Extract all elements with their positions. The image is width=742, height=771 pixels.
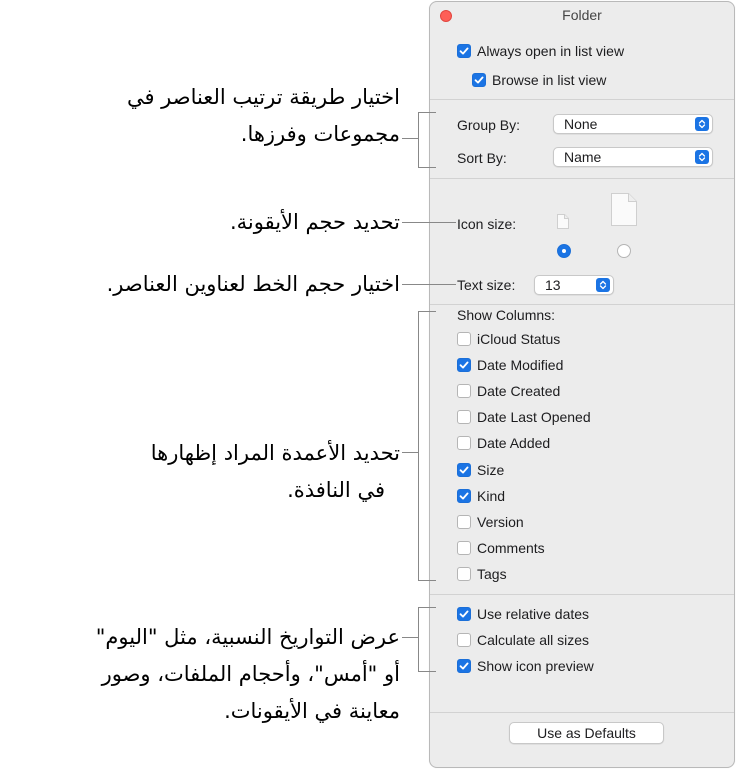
checkbox-label: Date Modified xyxy=(477,357,564,374)
updown-chevron-icon xyxy=(596,278,610,292)
divider xyxy=(430,594,734,595)
checkbox-checked-icon xyxy=(457,44,471,58)
checkbox-checked-icon xyxy=(457,489,471,503)
checkbox-label: Comments xyxy=(477,539,545,556)
leader-line xyxy=(402,284,456,285)
group-by-value: None xyxy=(564,116,598,132)
use-as-defaults-button[interactable]: Use as Defaults xyxy=(509,722,664,744)
checkbox-row[interactable] xyxy=(457,383,560,399)
checkbox-unchecked-icon xyxy=(457,541,471,555)
icon-size-label: Icon size: xyxy=(457,216,517,232)
callout-line: عرض التواريخ النسبية، مثل "اليوم" xyxy=(95,625,400,649)
checkbox-unchecked-icon xyxy=(457,567,471,581)
divider xyxy=(430,178,734,179)
callout-line: اختيار طريقة ترتيب العناصر في xyxy=(126,85,400,109)
callout-line: اختيار حجم الخط لعناوين العناصر. xyxy=(106,272,400,296)
updown-chevron-icon xyxy=(695,150,709,164)
sort-by-select[interactable] xyxy=(553,147,713,167)
window-title: Folder xyxy=(562,7,602,23)
leader-line xyxy=(418,311,419,580)
leader-line xyxy=(418,607,419,671)
callout-line: في النافذة. xyxy=(287,478,385,502)
leader-line xyxy=(418,112,436,113)
icon-size-small-radio[interactable] xyxy=(557,244,571,258)
callout-line: أو "أمس"، وأحجام الملفات، وصور xyxy=(101,662,400,686)
checkbox-label: Calculate all sizes xyxy=(477,632,590,648)
checkbox-label: Show icon preview xyxy=(477,658,594,674)
callout-group-sort xyxy=(127,79,400,153)
callout-text-size xyxy=(107,266,400,303)
checkbox-row[interactable] xyxy=(457,331,560,347)
checkbox-label: Tags xyxy=(477,565,507,582)
checkbox-checked-icon xyxy=(457,607,471,621)
small-document-icon xyxy=(557,214,569,229)
icon-size-large-radio[interactable] xyxy=(617,244,631,258)
always-open-list-checkbox[interactable] xyxy=(457,43,624,59)
callout-relative xyxy=(96,619,400,730)
checkbox-checked-icon xyxy=(457,358,471,372)
browse-list-checkbox[interactable] xyxy=(472,72,606,88)
leader-line xyxy=(402,138,418,139)
checkbox-unchecked-icon xyxy=(457,633,471,647)
always-open-list-label: Always open in list view xyxy=(477,43,625,59)
title-bar xyxy=(430,2,734,29)
leader-line xyxy=(402,637,418,638)
divider xyxy=(430,99,734,100)
leader-line xyxy=(418,671,436,672)
leader-line xyxy=(418,112,419,167)
checkbox-label: Use relative dates xyxy=(477,606,590,622)
checkbox-row[interactable] xyxy=(457,514,524,530)
divider xyxy=(430,304,734,305)
checkbox-label: Date Added xyxy=(477,435,551,452)
text-size-label: Text size: xyxy=(457,277,516,293)
checkbox-label: iCloud Status xyxy=(477,331,561,347)
checkbox-checked-icon xyxy=(457,659,471,673)
checkbox-unchecked-icon xyxy=(457,410,471,424)
leader-line xyxy=(418,580,436,581)
checkbox-row[interactable] xyxy=(457,540,545,556)
checkbox-unchecked-icon xyxy=(457,384,471,398)
checkbox-label: Version xyxy=(477,513,524,530)
text-size-select[interactable] xyxy=(534,275,614,295)
checkbox-row[interactable] xyxy=(457,658,594,674)
updown-chevron-icon xyxy=(695,117,709,131)
text-size-value: 13 xyxy=(545,277,561,293)
checkbox-row[interactable] xyxy=(457,409,591,425)
large-document-icon xyxy=(611,193,637,226)
divider xyxy=(430,712,734,713)
checkbox-row[interactable] xyxy=(457,632,589,648)
checkbox-label: Date Last Opened xyxy=(477,409,591,426)
checkbox-row[interactable] xyxy=(457,606,589,622)
group-by-select[interactable] xyxy=(553,114,713,134)
checkbox-label: Size xyxy=(477,461,505,478)
checkbox-row[interactable] xyxy=(457,435,550,451)
show-columns-label: Show Columns: xyxy=(457,307,556,323)
leader-line xyxy=(402,222,456,223)
checkbox-checked-icon xyxy=(472,73,486,87)
checkbox-checked-icon xyxy=(457,463,471,477)
checkbox-unchecked-icon xyxy=(457,436,471,450)
browse-list-label: Browse in list view xyxy=(492,72,607,88)
checkbox-unchecked-icon xyxy=(457,515,471,529)
leader-line xyxy=(418,167,436,168)
callout-columns xyxy=(151,435,400,509)
sort-by-value: Name xyxy=(564,149,602,165)
callout-line: مجموعات وفرزها. xyxy=(240,122,400,146)
checkbox-row[interactable] xyxy=(457,488,505,504)
callout-line: معاينة في الأيقونات. xyxy=(224,699,400,723)
checkbox-row[interactable] xyxy=(457,462,504,478)
checkbox-label: Date Created xyxy=(477,383,561,400)
callout-icon-size xyxy=(230,204,400,241)
leader-line xyxy=(418,311,436,312)
checkbox-row[interactable] xyxy=(457,566,507,582)
checkbox-unchecked-icon xyxy=(457,332,471,346)
group-by-label: Group By: xyxy=(457,117,521,133)
callout-line: تحديد حجم الأيقونة. xyxy=(229,210,400,234)
checkbox-row[interactable] xyxy=(457,357,563,373)
leader-line xyxy=(402,452,418,453)
view-options-window xyxy=(429,1,735,768)
checkbox-label: Kind xyxy=(477,487,506,504)
callout-line: تحديد الأعمدة المراد إظهارها xyxy=(150,441,400,465)
sort-by-label: Sort By: xyxy=(457,150,507,166)
leader-line xyxy=(418,607,436,608)
